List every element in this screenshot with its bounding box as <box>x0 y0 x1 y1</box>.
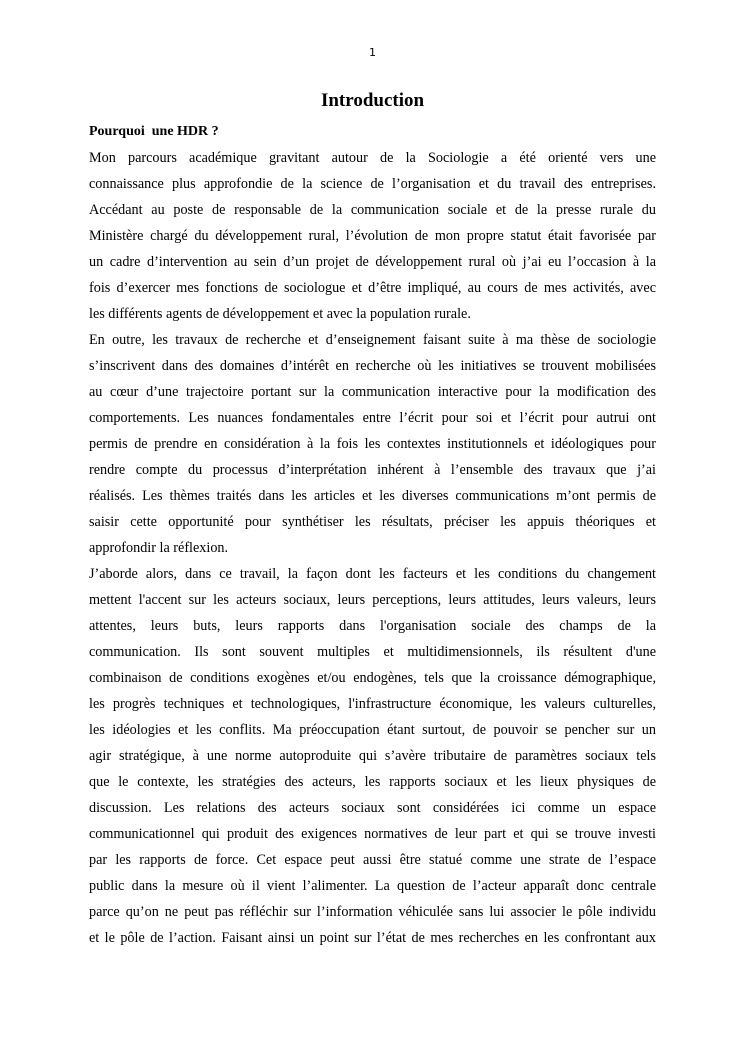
text-line: agir stratégique, à une norme autoproduite qui s’avère tributaire de paramètres sociaux tels <box>89 748 656 764</box>
text-line: parce qu’on ne peut pas réfléchir sur l’information véhiculée sans lui associer le pôle individu <box>89 904 656 920</box>
page-number: 1 <box>369 46 376 59</box>
text-line: rendre compte du processus d’interprétation inhérent à l’ensemble des travaux que j’ai <box>89 462 656 478</box>
page-title: Introduction <box>320 90 425 111</box>
text-line: réalisés. Les thèmes traités dans les articles et les diverses communications m’ont permis de <box>89 488 656 504</box>
text-line: combinaison de conditions exogènes et/ou endogènes, tels que la croissance démographique, <box>89 670 656 686</box>
text-line: comportements. Les nuances fondamentales entre l’écrit pour soi et l’écrit pour autrui ont <box>89 410 656 426</box>
text-line: Ministère chargé du développement rural, l’évolution de mon propre statut était favorisée par <box>89 228 656 244</box>
text-line: attentes, leurs buts, leurs rapports dans l'organisation sociale des champs de la <box>89 618 656 634</box>
text-line: public dans la mesure où il vient l’alimenter. La question de l’acteur apparaît donc centrale <box>89 878 656 894</box>
text-line: les progrès techniques et technologiques, l'infrastructure économique, les valeurs culturelles, <box>89 696 656 712</box>
section-subtitle: Pourquoi une HDR ? <box>89 124 219 139</box>
text-line: communication. Ils sont souvent multiples et multidimensionnels, ils résultent d'une <box>89 644 656 660</box>
text-line: les idéologies et les conflits. Ma préoccupation étant surtout, de pouvoir se pencher sur un <box>89 722 656 738</box>
text-line: par les rapports de force. Cet espace peut aussi être statué comme une strate de l’espace <box>89 852 656 868</box>
text-line: les différents agents de développement et avec la population rurale. <box>89 306 471 322</box>
text-line: communicationnel qui produit des exigences normatives de leur part et qui se trouve investi <box>89 826 656 842</box>
paragraph-1 <box>89 145 656 327</box>
text-line: connaissance plus approfondie de la science de l’organisation et du travail des entreprises. <box>89 176 656 192</box>
text-line: que le contexte, les stratégies des acteurs, les rapports sociaux et les lieux physiques de <box>89 774 656 790</box>
paragraph-2 <box>89 327 656 561</box>
text-line: discussion. Les relations des acteurs sociaux sont considérées ici comme un espace <box>89 800 656 816</box>
text-line: permis de prendre en considération à la fois les contextes institutionnels et idéologiques pour <box>89 436 656 452</box>
text-line: J’aborde alors, dans ce travail, la façon dont les facteurs et les conditions du changement <box>89 566 656 582</box>
text-line: fois d’exercer mes fonctions de sociologue et d’être impliqué, au cours de mes activités, avec <box>89 280 656 296</box>
text-line: approfondir la réflexion. <box>89 540 229 556</box>
text-line: Accédant au poste de responsable de la communication sociale et de la presse rurale du <box>89 202 656 218</box>
paragraph-3 <box>89 561 656 951</box>
text-line: et le pôle de l’action. Faisant ainsi un point sur l’état de mes recherches en les confrontant aux <box>89 930 656 946</box>
text-line: au cœur d’une trajectoire portant sur la communication interactive pour la modification des <box>89 384 656 400</box>
text-line: Mon parcours académique gravitant autour de la Sociologie a été orienté vers une <box>89 150 656 166</box>
text-line: saisir cette opportunité pour synthétiser les résultats, préciser les appuis théoriques et <box>89 514 656 530</box>
body-text <box>89 145 656 951</box>
text-line: mettent l'accent sur les acteurs sociaux, leurs perceptions, leurs attitudes, leurs valeurs, leurs <box>89 592 656 608</box>
text-line: En outre, les travaux de recherche et d’enseignement faisant suite à ma thèse de sociologie <box>89 332 656 348</box>
text-line: un cadre d’intervention au sein d’un projet de développement rural où j’ai eu l’occasion à la <box>89 254 656 270</box>
text-line: s’inscrivent dans des domaines d’intérêt en recherche où les initiatives se trouvent mobilisées <box>89 358 656 374</box>
